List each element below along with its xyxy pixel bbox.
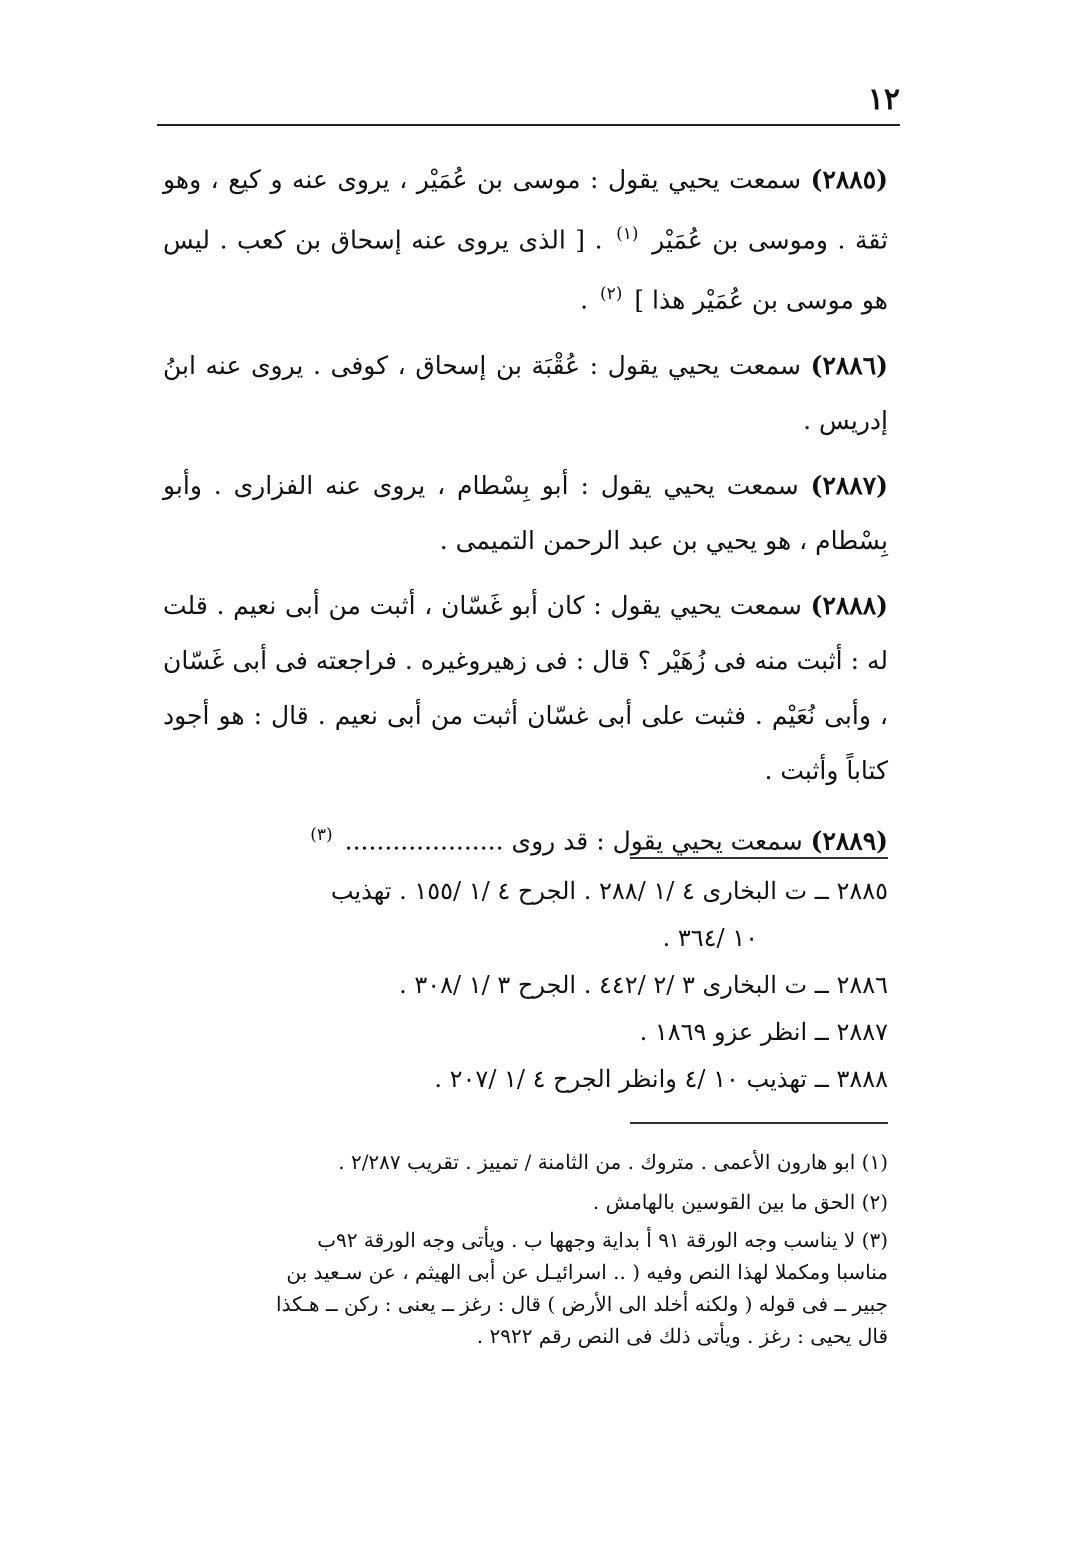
entry-2886: [163, 338, 888, 448]
entry-2888: [163, 578, 888, 798]
footnote-3-line: (٣) لا يناسب وجه الورقة ٩١ أ بداية وجهها ب . ويأتى وجه الورقة ٩٢ب: [317, 1228, 888, 1252]
footnotes: [153, 1144, 888, 1352]
header-rule: [157, 124, 900, 126]
footnote-ref: (٣): [310, 824, 333, 845]
footnote-2: (٢) الحق ما بين القوسين بالهامش .: [592, 1190, 888, 1214]
source-line: ٢٨٨٧ ــ انظر عزو ١٨٦٩ .: [639, 1018, 888, 1046]
source-line: ١٠ /٣٦٤ .: [662, 924, 758, 952]
entry-number: (٢٨٨٨): [810, 590, 888, 620]
entry-number: (٢٨٨٦): [810, 350, 888, 380]
entry-end-dot: .: [580, 285, 589, 315]
source-line: ٢٨٨٥ ــ ت البخارى ٤ /١ /٢٨٨ . الجرح ٤ /١ /١٥٥ . تهذيب: [330, 877, 888, 905]
entry-2887: [163, 458, 888, 568]
footnote-ref: (١): [616, 224, 639, 244]
entry-text: سمعت يحيي يقول : أبو بِسْطام ، يروى عنه الفزارى . وأبو بِسْطام ، هو يحيي بن عبد الرحمن التميمى .: [163, 470, 888, 555]
entry-number: (٢٨٨٩): [810, 825, 888, 855]
footnote-ref: (٢): [599, 284, 623, 305]
page-number: ١٢: [867, 82, 900, 117]
sources-rule: [630, 857, 888, 859]
entry-2885: [163, 152, 888, 328]
entry-number: (٢٨٨٥): [810, 165, 888, 194]
entry-number: (٢٨٨٧): [810, 470, 888, 500]
source-line: ٢٨٨٦ ــ ت البخارى ٣ /٢ /٤٤٢ . الجرح ٣ /١ /٣٠٨ .: [399, 971, 888, 999]
source-references: [163, 868, 888, 1103]
entry-text: سمعت يحيي يقول : كان أبو غَسّان ، أثبت من أبى نعيم . قلت له : أثبت منه فى زُهَيْر ؟ قال : فى زهيروغيره . فراجعته فى أبى غَسّان ، وأبى نُعَيْم . فثبت على أبى غسّان أثبت من أبى نعيم . قال : هو أجود كتاباً وأثبت .: [163, 590, 888, 785]
footnotes-rule: [630, 1122, 888, 1124]
entry-text-continued: . [ الذى يروى عنه إسحاق بن كعب . ليس هو موسى بن عُمَيْر هذا ]: [163, 225, 888, 315]
footnote-3: [153, 1224, 888, 1352]
footnote-3-line: مناسبا ومكملا لهذا النص وفيه ( .. اسرائيـل عن أبى الهيثم ، عن سـعيد بن: [286, 1260, 888, 1284]
footnote-1: (١) ابو هارون الأعمى . متروك . من الثامنة / تمييز . تقريب ٢/٢٨٧ .: [338, 1150, 888, 1174]
footnote-3-line: جبير ــ فى قوله ( ولكنه أخلد الى الأرض ) قال : رغز ــ يعنى : ركن ــ هـكذا: [276, 1292, 888, 1316]
footnote-3-line: قال يحيى : رغز . ويأتى ذلك فى النص رقم ٢٩٢٢ .: [476, 1324, 888, 1348]
source-line: ٣٨٨٨ ــ تهذيب ١٠ /٤ وانظر الجرح ٤ /١ /٢٠٧ .: [434, 1065, 888, 1093]
entry-text: سمعت يحيي يقول : عُقْبَة بن إسحاق ، كوفى . يروى عنه ابنُ إدريس .: [163, 350, 888, 435]
main-text: [163, 152, 888, 878]
entry-text: سمعت يحيي يقول : قد روى ....................: [344, 825, 803, 855]
entry-text: سمعت يحيي يقول : موسى بن عُمَيْر ، يروى عنه و كيع ، وهو ثقة . وموسى بن عُمَيْر: [163, 165, 889, 255]
